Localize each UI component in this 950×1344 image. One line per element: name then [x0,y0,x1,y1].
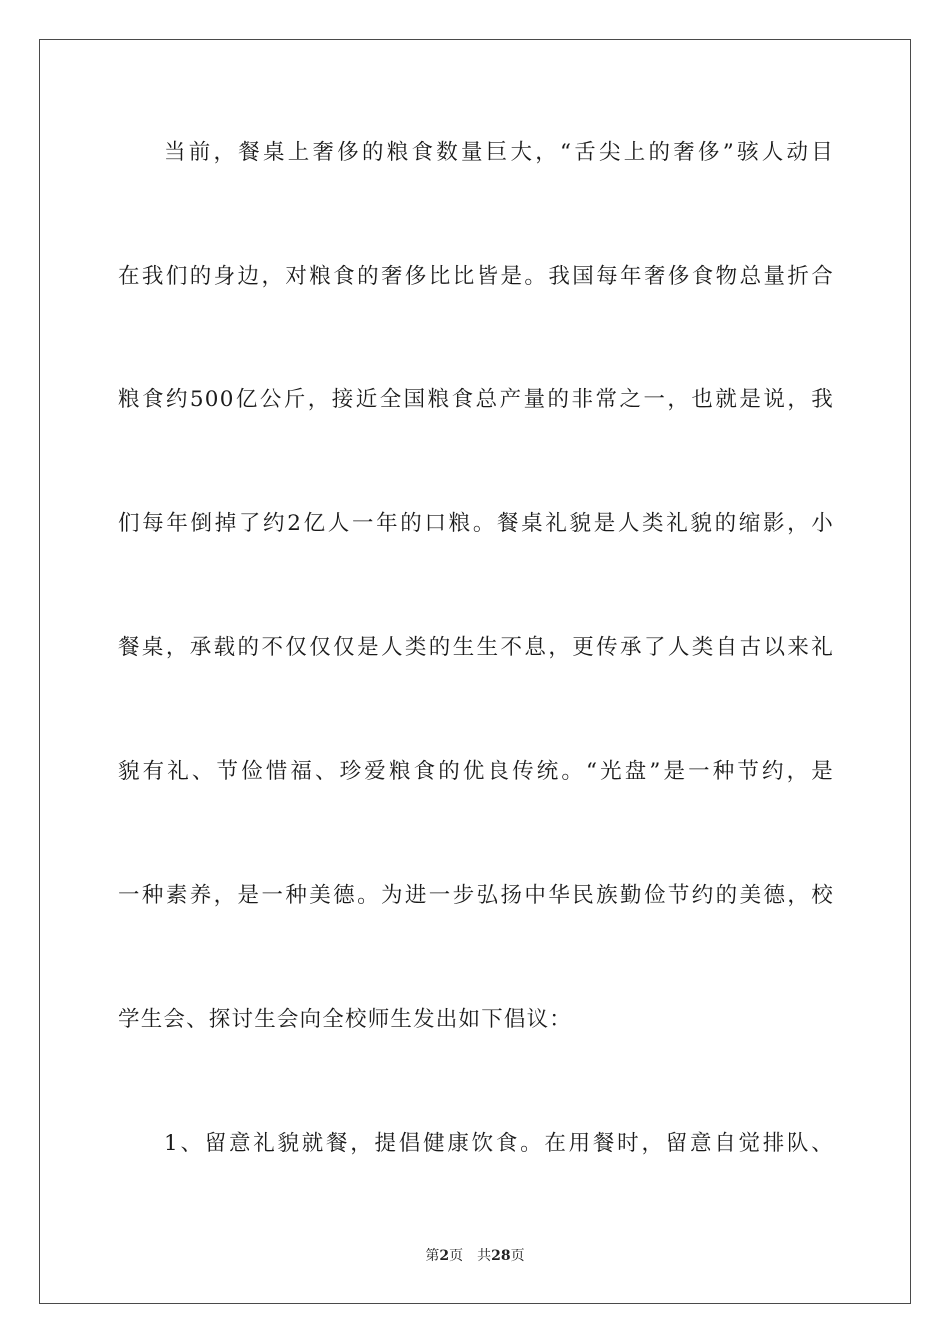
footer-page-number: 2 [439,1248,450,1264]
page-footer [0,1247,950,1265]
footer-page-prefix: 第 [425,1248,440,1264]
text-line-3: 粮食约500亿公斤，接近全国粮食总产量的非常之一，也就是说，我 [118,387,834,412]
text-line-5: 餐桌，承载的不仅仅仅是人类的生生不息，更传承了人类自古以来礼 [118,635,834,660]
footer-page-suffix: 页 [449,1248,464,1264]
footer-total-pages: 28 [491,1248,511,1264]
text-line-8: 学生会、探讨生会向全校师生发出如下倡议： [118,1007,573,1032]
footer-total-suffix: 页 [510,1248,525,1264]
text-line-1: 当前，餐桌上奢侈的粮食数量巨大，“舌尖上的奢侈”骇人动目 [164,140,834,165]
page-border [39,39,911,1304]
text-line-9: 1、留意礼貌就餐，提倡健康饮食。在用餐时，留意自觉排队、 [164,1131,834,1156]
footer-total-prefix: 共 [477,1248,492,1264]
text-line-2: 在我们的身边，对粮食的奢侈比比皆是。我国每年奢侈食物总量折合 [118,264,834,289]
text-line-6: 貌有礼、节俭惜福、珍爱粮食的优良传统。“光盘”是一种节约，是 [118,759,834,784]
text-line-7: 一种素养，是一种美德。为进一步弘扬中华民族勤俭节约的美德，校 [118,883,834,908]
text-line-4: 们每年倒掉了约2亿人一年的口粮。餐桌礼貌是人类礼貌的缩影，小 [118,511,834,536]
